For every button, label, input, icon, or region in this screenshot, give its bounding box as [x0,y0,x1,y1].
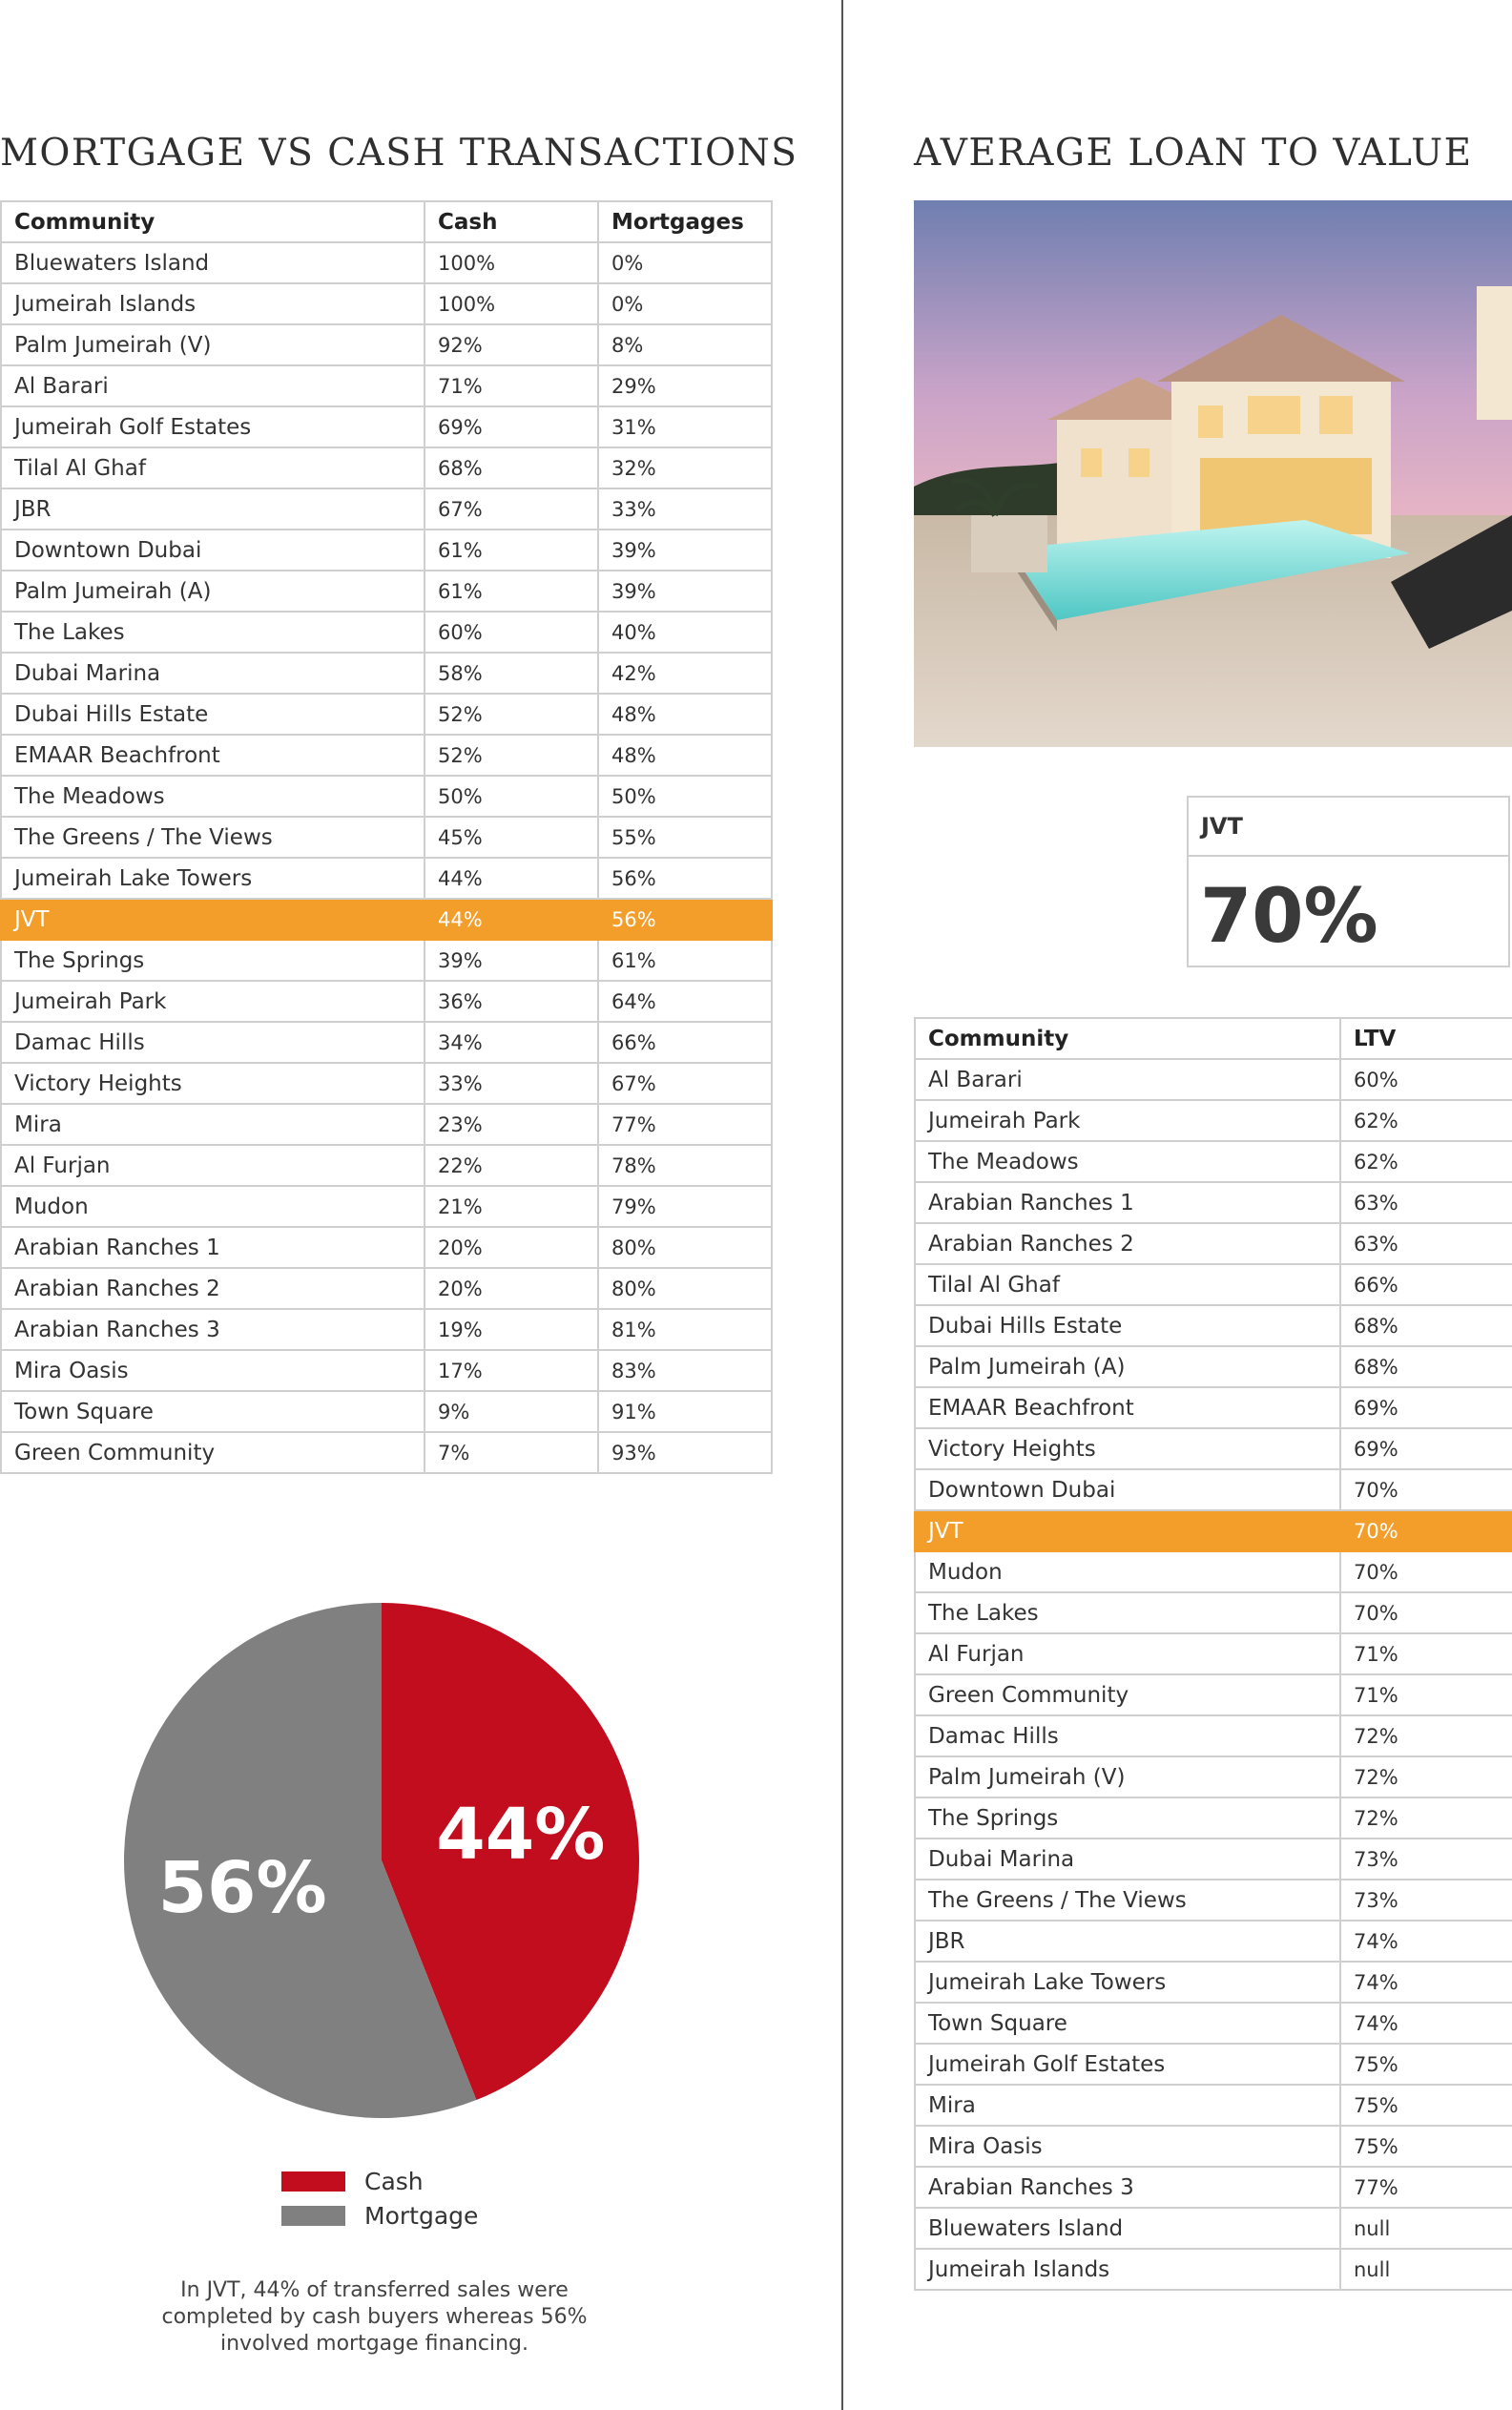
table-row [915,1100,1512,1141]
table-header-row [915,1018,1512,1059]
community-cell: Dubai Hills Estate [915,1305,1340,1346]
table-row [1,283,772,324]
ltv-box-label: JVT [1189,798,1508,857]
community-cell: Mira [1,1104,425,1145]
table-row [1,324,772,365]
value-cell: 69% [425,406,598,447]
community-cell: Dubai Hills Estate [1,694,425,735]
value-cell: 56% [598,858,772,899]
value-cell: 63% [1340,1223,1512,1264]
value-cell: null [1340,2249,1512,2290]
table-row [1,1432,772,1473]
value-cell: 48% [598,694,772,735]
table-row [915,2167,1512,2208]
value-cell: 0% [598,242,772,283]
table-row [915,1551,1512,1592]
table-row [1,406,772,447]
value-cell: 71% [425,365,598,406]
table-row [915,1182,1512,1223]
community-cell: Downtown Dubai [915,1469,1340,1510]
community-cell: Jumeirah Lake Towers [915,1962,1340,2003]
value-cell: 7% [425,1432,598,1473]
value-cell: 70% [1340,1592,1512,1633]
value-cell: 81% [598,1309,772,1350]
value-cell: 33% [598,488,772,530]
community-cell: EMAAR Beachfront [915,1387,1340,1428]
value-cell: 69% [1340,1387,1512,1428]
community-cell: The Lakes [1,612,425,653]
table-row [915,1962,1512,2003]
community-cell: Palm Jumeirah (A) [915,1346,1340,1387]
community-cell: Al Furjan [915,1633,1340,1674]
value-cell: 67% [598,1063,772,1104]
value-cell: 17% [425,1350,598,1391]
table-row [915,1880,1512,1921]
community-cell: Town Square [1,1391,425,1432]
table-row [1,1186,772,1227]
jvt-ltv-box [1187,796,1510,967]
table-row [915,1756,1512,1797]
community-cell: Jumeirah Park [915,1100,1340,1141]
community-cell: Bluewaters Island [915,2208,1340,2249]
community-cell: Town Square [915,2003,1340,2044]
community-cell: Al Barari [1,365,425,406]
table-row [1,1104,772,1145]
value-cell: 44% [425,899,598,940]
community-cell: The Springs [915,1797,1340,1839]
community-cell: Arabian Ranches 1 [1,1227,425,1268]
table-row [1,1022,772,1063]
community-cell: Arabian Ranches 2 [1,1268,425,1309]
value-cell: 58% [425,653,598,694]
value-cell: 100% [425,242,598,283]
value-cell: 63% [1340,1182,1512,1223]
table-row [1,776,772,817]
value-cell: 29% [598,365,772,406]
table-row [1,447,772,488]
pie-caption [0,2277,749,2358]
table-row [1,735,772,776]
value-cell: 22% [425,1145,598,1186]
community-cell: JVT [915,1510,1340,1551]
value-cell: 79% [598,1186,772,1227]
community-cell: Downtown Dubai [1,530,425,571]
community-cell: Arabian Ranches 3 [915,2167,1340,2208]
value-cell: 77% [1340,2167,1512,2208]
value-cell: 91% [598,1391,772,1432]
pie-label-mortgage: 56% [157,1846,327,1929]
community-cell: Palm Jumeirah (V) [915,1756,1340,1797]
table-row [1,817,772,858]
table-row [915,1305,1512,1346]
header-community: Community [1,201,425,242]
header-mortgages: Mortgages [598,201,772,242]
table-row [915,1510,1512,1551]
pie-legend [281,2164,478,2233]
community-cell: Jumeirah Golf Estates [915,2044,1340,2085]
community-cell: Tilal Al Ghaf [1,447,425,488]
value-cell: 31% [598,406,772,447]
value-cell: 93% [598,1432,772,1473]
community-cell: Arabian Ranches 2 [915,1223,1340,1264]
table-row [1,858,772,899]
value-cell: 40% [598,612,772,653]
table-row [1,694,772,735]
value-cell: 83% [598,1350,772,1391]
value-cell: 8% [598,324,772,365]
table-header-row [1,201,772,242]
table-row [915,1223,1512,1264]
column-divider [841,0,843,2410]
value-cell: 45% [425,817,598,858]
value-cell: 75% [1340,2085,1512,2126]
value-cell: 80% [598,1227,772,1268]
legend-label-cash: Cash [364,2167,424,2195]
mortgage-cash-table [0,200,773,1474]
table-row [1,365,772,406]
table-row [1,1309,772,1350]
legend-label-mortgage: Mortgage [364,2201,479,2230]
table-row [1,899,772,940]
value-cell: 75% [1340,2044,1512,2085]
table-row [915,1264,1512,1305]
community-cell: Mudon [915,1551,1340,1592]
legend-swatch-mortgage [281,2206,345,2226]
value-cell: 70% [1340,1510,1512,1551]
community-cell: JBR [915,1921,1340,1962]
value-cell: 19% [425,1309,598,1350]
header-community: Community [915,1018,1340,1059]
value-cell: 66% [598,1022,772,1063]
value-cell: 39% [425,940,598,981]
ltv-box-value: 70% [1200,874,1378,960]
community-cell: Bluewaters Island [1,242,425,283]
table-row [1,1063,772,1104]
community-cell: Jumeirah Golf Estates [1,406,425,447]
value-cell: 61% [598,940,772,981]
value-cell: 44% [425,858,598,899]
table-row [915,1428,1512,1469]
value-cell: 68% [1340,1305,1512,1346]
community-cell: Mira Oasis [1,1350,425,1391]
community-cell: Jumeirah Islands [915,2249,1340,2290]
table-row [915,2044,1512,2085]
table-row [915,1797,1512,1839]
value-cell: 69% [1340,1428,1512,1469]
community-cell: JVT [1,899,425,940]
community-cell: Al Furjan [1,1145,425,1186]
table-row [915,1674,1512,1715]
table-row [915,2208,1512,2249]
caption-line: involved mortgage financing. [220,2332,528,2356]
legend-item-cash [281,2164,478,2198]
legend-item-mortgage [281,2198,478,2233]
value-cell: 50% [425,776,598,817]
value-cell: 9% [425,1391,598,1432]
cash-mortgage-pie-chart [119,1598,644,2123]
table-row [1,940,772,981]
value-cell: 70% [1340,1551,1512,1592]
community-cell: Mudon [1,1186,425,1227]
table-row [915,1346,1512,1387]
value-cell: 71% [1340,1633,1512,1674]
community-cell: Green Community [1,1432,425,1473]
pie-label-cash: 44% [436,1794,606,1877]
community-cell: Victory Heights [1,1063,425,1104]
table-row [915,2249,1512,2290]
community-cell: Jumeirah Park [1,981,425,1022]
legend-swatch-cash [281,2171,345,2192]
ltv-table [914,1017,1512,2291]
community-cell: Palm Jumeirah (V) [1,324,425,365]
community-cell: Al Barari [915,1059,1340,1100]
table-row [1,612,772,653]
value-cell: 72% [1340,1715,1512,1756]
table-row [1,1391,772,1432]
table-row [1,488,772,530]
table-row [1,1145,772,1186]
table-row [915,1469,1512,1510]
table-row [1,981,772,1022]
value-cell: 60% [1340,1059,1512,1100]
value-cell: 71% [1340,1674,1512,1715]
table-row [915,1633,1512,1674]
value-cell: 48% [598,735,772,776]
value-cell: 32% [598,447,772,488]
table-row [915,2003,1512,2044]
value-cell: 62% [1340,1141,1512,1182]
community-cell: Damac Hills [1,1022,425,1063]
value-cell: 67% [425,488,598,530]
value-cell: null [1340,2208,1512,2249]
table-row [1,242,772,283]
value-cell: 61% [425,571,598,612]
value-cell: 39% [598,530,772,571]
value-cell: 72% [1340,1797,1512,1839]
community-cell: Palm Jumeirah (A) [1,571,425,612]
header-ltv: LTV [1340,1018,1512,1059]
value-cell: 74% [1340,2003,1512,2044]
value-cell: 73% [1340,1839,1512,1880]
table-row [1,1268,772,1309]
average-ltv-title: AVERAGE LOAN TO VALUE [914,132,1473,176]
table-row [915,1921,1512,1962]
value-cell: 56% [598,899,772,940]
value-cell: 70% [1340,1469,1512,1510]
community-cell: JBR [1,488,425,530]
value-cell: 39% [598,571,772,612]
community-cell: The Meadows [1,776,425,817]
value-cell: 0% [598,283,772,324]
community-cell: EMAAR Beachfront [1,735,425,776]
table-row [915,1387,1512,1428]
value-cell: 50% [598,776,772,817]
value-cell: 75% [1340,2126,1512,2167]
header-cash: Cash [425,201,598,242]
value-cell: 33% [425,1063,598,1104]
community-cell: Green Community [915,1674,1340,1715]
value-cell: 42% [598,653,772,694]
value-cell: 52% [425,694,598,735]
value-cell: 74% [1340,1962,1512,2003]
community-cell: The Meadows [915,1141,1340,1182]
community-cell: Victory Heights [915,1428,1340,1469]
value-cell: 78% [598,1145,772,1186]
value-cell: 74% [1340,1921,1512,1962]
value-cell: 66% [1340,1264,1512,1305]
villa-pool-photo [914,200,1512,747]
community-cell: Mira [915,2085,1340,2126]
value-cell: 36% [425,981,598,1022]
table-row [1,530,772,571]
community-cell: The Lakes [915,1592,1340,1633]
value-cell: 92% [425,324,598,365]
community-cell: The Greens / The Views [1,817,425,858]
value-cell: 62% [1340,1100,1512,1141]
value-cell: 60% [425,612,598,653]
community-cell: Jumeirah Lake Towers [1,858,425,899]
community-cell: Dubai Marina [1,653,425,694]
value-cell: 34% [425,1022,598,1063]
value-cell: 20% [425,1268,598,1309]
community-cell: Tilal Al Ghaf [915,1264,1340,1305]
value-cell: 64% [598,981,772,1022]
table-row [915,1839,1512,1880]
community-cell: The Springs [1,940,425,981]
value-cell: 77% [598,1104,772,1145]
table-row [1,571,772,612]
value-cell: 52% [425,735,598,776]
value-cell: 61% [425,530,598,571]
caption-line: In JVT, 44% of transferred sales were [180,2278,569,2302]
value-cell: 21% [425,1186,598,1227]
community-cell: Mira Oasis [915,2126,1340,2167]
community-cell: Damac Hills [915,1715,1340,1756]
value-cell: 20% [425,1227,598,1268]
table-row [915,1141,1512,1182]
value-cell: 100% [425,283,598,324]
table-row [1,1227,772,1268]
community-cell: Arabian Ranches 1 [915,1182,1340,1223]
value-cell: 68% [1340,1346,1512,1387]
caption-line: completed by cash buyers whereas 56% [161,2305,588,2329]
table-row [915,2126,1512,2167]
community-cell: Jumeirah Islands [1,283,425,324]
table-row [915,1592,1512,1633]
value-cell: 68% [425,447,598,488]
community-cell: Dubai Marina [915,1839,1340,1880]
table-row [915,1715,1512,1756]
value-cell: 55% [598,817,772,858]
value-cell: 80% [598,1268,772,1309]
table-row [1,653,772,694]
value-cell: 73% [1340,1880,1512,1921]
table-row [915,2085,1512,2126]
value-cell: 23% [425,1104,598,1145]
table-row [1,1350,772,1391]
value-cell: 72% [1340,1756,1512,1797]
mortgage-vs-cash-title: MORTGAGE VS CASH TRANSACTIONS [0,132,798,176]
community-cell: Arabian Ranches 3 [1,1309,425,1350]
community-cell: The Greens / The Views [915,1880,1340,1921]
table-row [915,1059,1512,1100]
